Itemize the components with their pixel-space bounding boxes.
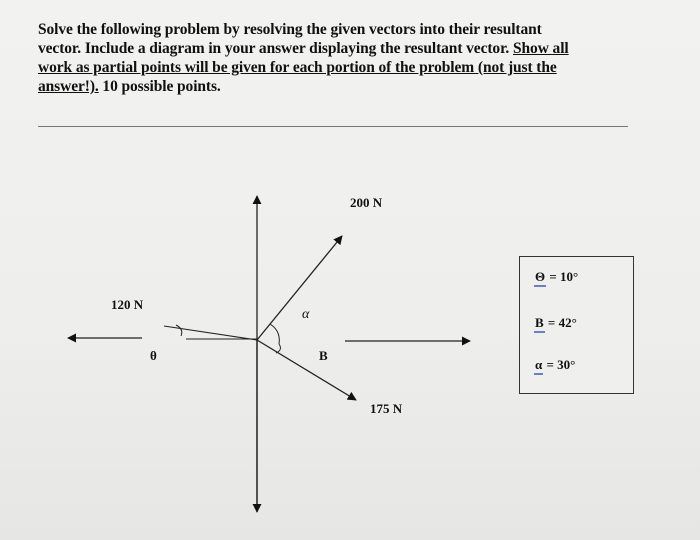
show-all-underlined: Show all [513,40,569,57]
legend-beta [534,315,577,333]
legend-theta-symbol: Θ [534,269,546,287]
problem-line-2-text: vector. Include a diagram in your answer displaying the resultant vector. [38,40,513,57]
answer-underlined: answer!). [38,78,99,95]
angle-legend-box [519,256,634,394]
legend-alpha-symbol: α [534,357,543,375]
legend-theta-value: = 10° [546,269,579,284]
legend-theta [534,269,578,287]
vector-175n [257,340,356,400]
theta-line [164,326,257,340]
legend-alpha [534,357,575,375]
label-175n: 175 N [370,401,403,416]
theta-arc [176,325,182,336]
legend-alpha-value: = 30° [543,357,576,372]
label-theta: θ [150,348,157,363]
problem-line-1: Solve the following problem by resolving the given vectors into their resultant [38,21,542,38]
label-120n: 120 N [111,297,144,312]
legend-beta-symbol: B [534,315,545,333]
label-beta: B [319,348,328,363]
legend-beta-value: = 42° [544,315,577,330]
problem-line-3: work as partial points will be given for each portion of the problem (not just the [38,59,557,76]
points-text: 10 possible points. [98,78,221,95]
alpha-arc [270,324,279,344]
label-200n: 200 N [350,195,383,210]
label-alpha: α [302,307,310,322]
